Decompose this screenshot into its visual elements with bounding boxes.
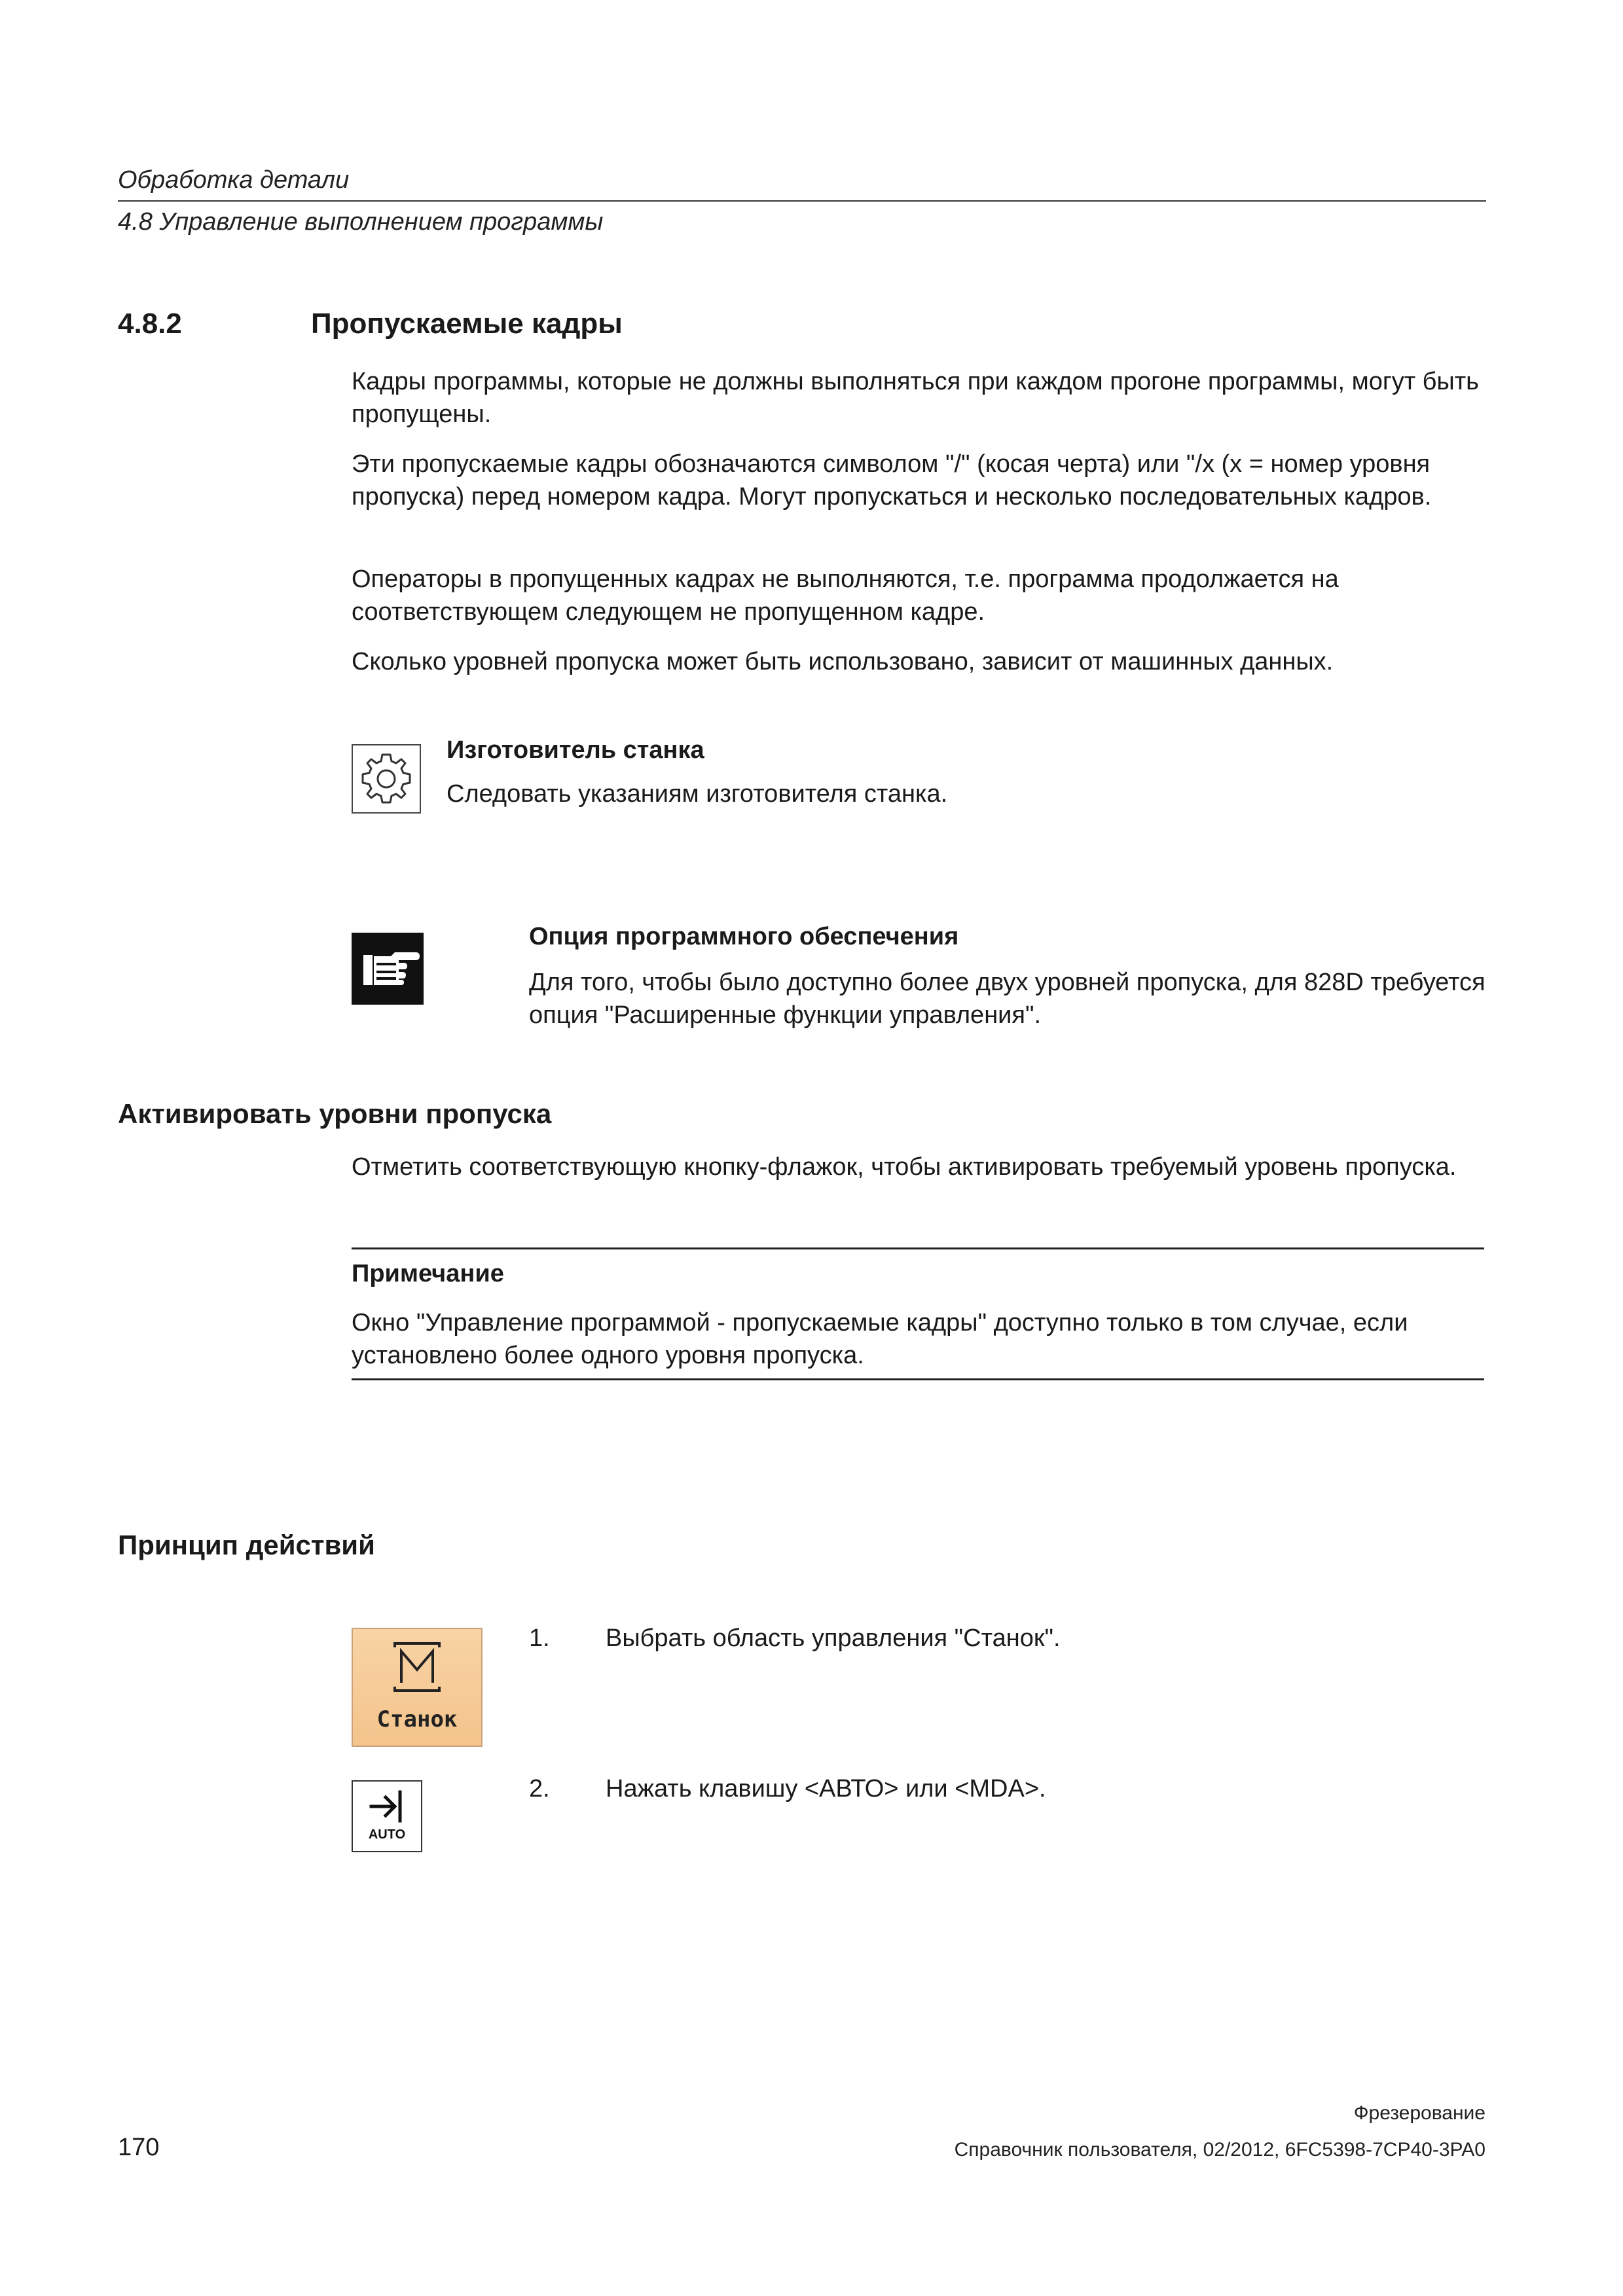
machine-softkey[interactable] — [352, 1628, 483, 1747]
step-2-text: Нажать клавишу <АВТО> или <MDA>. — [606, 1775, 1046, 1803]
manufacturer-note-text: Следовать указаниям изготовителя станка. — [447, 780, 948, 808]
section-title: Пропускаемые кадры — [311, 308, 623, 340]
note-text: Окно "Управление программой - пропускаемые кадры" доступно только в том случае, если установлено более одного уровня пропуска. — [352, 1309, 1408, 1369]
activate-heading: Активировать уровни пропуска — [118, 1098, 552, 1129]
paragraph-1: Кадры программы, которые не должны выполняться при каждом прогоне программы, могут быть пропущены. — [352, 368, 1479, 428]
auto-key[interactable] — [352, 1780, 422, 1852]
principle-heading: Принцип действий — [118, 1530, 375, 1560]
manufacturer-note-title: Изготовитель станка — [447, 736, 704, 764]
note-rule-top — [352, 1247, 1484, 1249]
note-title: Примечание — [352, 1260, 504, 1287]
machine-softkey-label: Станок — [376, 1706, 458, 1732]
step-2-number: 2. — [529, 1775, 550, 1803]
note-rule-bottom — [352, 1378, 1484, 1380]
auto-arrow-icon — [367, 1788, 407, 1825]
section-number: 4.8.2 — [118, 308, 182, 340]
software-option-text: Для того, чтобы было доступно более двух уровней пропуска, для 828D требуется опция "Расширенные функции управления". — [529, 969, 1486, 1029]
auto-key-label: AUTO — [368, 1827, 406, 1842]
footer-manual: Справочник пользователя, 02/2012, 6FC5398-7CP40-3PA0 — [954, 2139, 1486, 2161]
software-option-title: Опция программного обеспечения — [529, 923, 959, 950]
paragraph-4: Сколько уровней пропуска может быть использовано, зависит от машинных данных. — [352, 648, 1334, 675]
running-header-chapter: Обработка детали — [118, 166, 350, 194]
machine-m-icon — [392, 1641, 442, 1693]
footer-product: Фрезерование — [1353, 2102, 1486, 2124]
header-rule — [118, 200, 1486, 202]
step-1-text: Выбрать область управления "Станок". — [606, 1624, 1061, 1652]
activate-text: Отметить соответствующую кнопку-флажок, чтобы активировать требуемый уровень пропуска. — [352, 1153, 1457, 1181]
step-1-number: 1. — [529, 1624, 550, 1652]
paragraph-2: Эти пропускаемые кадры обозначаются символом "/" (косая черта) или "/x (x = номер уровня пропуска) перед номером кадра. Могут пропускаться и несколько последовательных кадров. — [352, 450, 1432, 511]
gear-icon — [352, 744, 421, 814]
paragraph-3: Операторы в пропущенных кадрах не выполняются, т.е. программа продолжается на соответствующем следующем не пропущенном кадре. — [352, 565, 1339, 626]
page-number: 170 — [118, 2134, 160, 2161]
pointing-hand-icon — [352, 933, 424, 1005]
running-header-section: 4.8 Управление выполнением программы — [118, 208, 604, 236]
